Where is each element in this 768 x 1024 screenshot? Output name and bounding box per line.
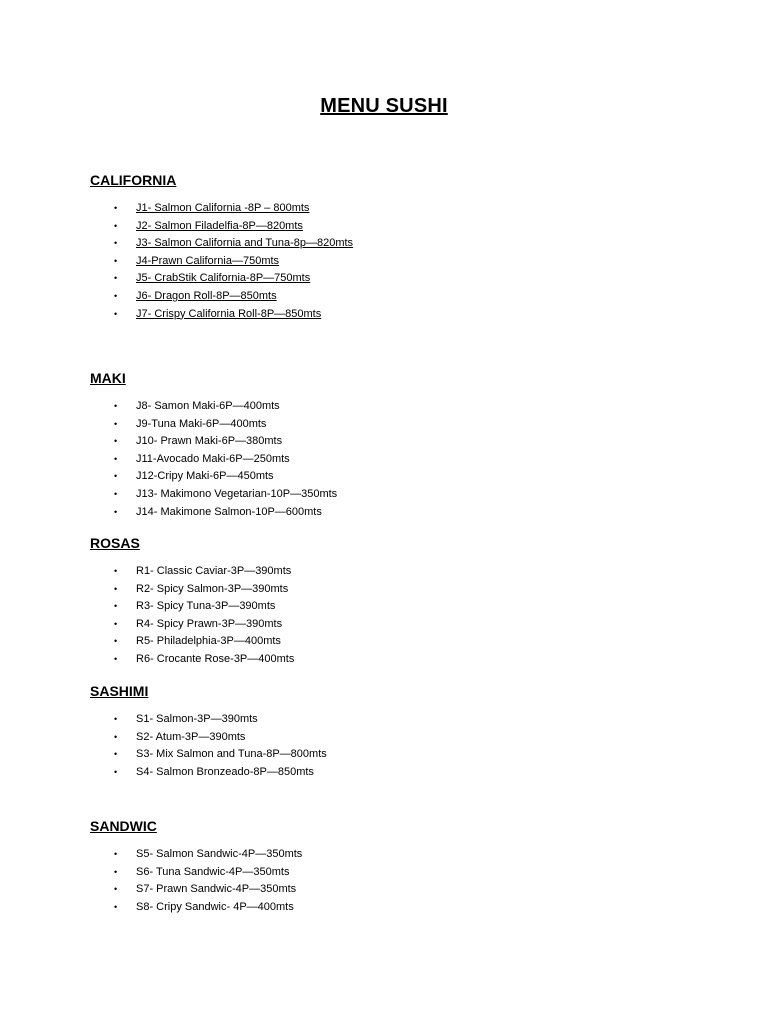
menu-item xyxy=(90,651,690,669)
section-california xyxy=(90,170,690,323)
menu-list xyxy=(90,200,690,323)
section-sandwic xyxy=(90,816,690,916)
menu-item-text: J10- Prawn Maki-6P—380mts xyxy=(136,435,283,448)
bullet-icon: • xyxy=(114,255,118,266)
menu-item-text: S7- Prawn Sandwic-4P—350mts xyxy=(136,883,297,896)
bullet-icon: • xyxy=(114,601,118,612)
bullet-icon: • xyxy=(114,884,118,895)
bullet-icon: • xyxy=(114,749,118,760)
menu-item xyxy=(90,253,690,271)
menu-item xyxy=(90,881,690,899)
menu-item-text: S5- Salmon Sandwic-4P—350mts xyxy=(136,848,303,860)
menu-item xyxy=(90,846,690,864)
menu-item xyxy=(90,633,690,651)
bullet-icon: • xyxy=(114,273,118,284)
menu-item-text: J14- Makimone Salmon-10P—600mts xyxy=(136,505,322,518)
menu-item xyxy=(90,616,690,634)
menu-item-text: J7- Crispy California Roll-8P—850mts xyxy=(136,307,322,320)
bullet-icon: • xyxy=(114,731,118,742)
bullet-icon: • xyxy=(114,488,118,499)
menu-list xyxy=(90,563,690,669)
bullet-icon: • xyxy=(114,901,118,912)
bullet-icon: • xyxy=(114,583,118,594)
menu-item-text: J9-Tuna Maki-6P—400mts xyxy=(136,417,267,430)
bullet-icon: • xyxy=(114,618,118,629)
menu-item-text: J6- Dragon Roll-8P—850mts xyxy=(136,289,277,302)
bullet-icon: • xyxy=(114,866,118,877)
section-heading: CALIFORNIA xyxy=(90,172,177,188)
menu-item xyxy=(90,398,690,416)
menu-item-text: J11-Avocado Maki-6P—250mts xyxy=(136,452,290,465)
bullet-icon: • xyxy=(114,636,118,647)
menu-list xyxy=(90,711,690,781)
bullet-icon: • xyxy=(114,401,118,411)
menu-list xyxy=(90,846,690,916)
menu-item xyxy=(90,764,690,782)
menu-item-text: S3- Mix Salmon and Tuna-8P—800mts xyxy=(136,748,327,761)
menu-item-text: R2- Spicy Salmon-3P—390mts xyxy=(136,582,289,595)
menu-item-text: J13- Makimono Vegetarian-10P—350mts xyxy=(136,487,338,500)
menu-item xyxy=(90,899,690,917)
menu-item xyxy=(90,563,690,581)
section-heading: MAKI xyxy=(90,370,126,386)
menu-item xyxy=(90,468,690,486)
bullet-icon: • xyxy=(114,714,118,724)
menu-item-text: S4- Salmon Bronzeado-8P—850mts xyxy=(136,765,314,778)
menu-item xyxy=(90,598,690,616)
bullet-icon: • xyxy=(114,220,118,231)
menu-item-text: S8- Cripy Sandwic- 4P—400mts xyxy=(136,900,294,913)
section-heading: ROSAS xyxy=(90,535,140,551)
bullet-icon: • xyxy=(114,436,118,447)
menu-item xyxy=(90,235,690,253)
menu-item-text: R4- Spicy Prawn-3P—390mts xyxy=(136,617,283,630)
menu-item xyxy=(90,433,690,451)
bullet-icon: • xyxy=(114,566,118,576)
menu-item xyxy=(90,729,690,747)
menu-list xyxy=(90,398,690,521)
bullet-icon: • xyxy=(114,203,118,213)
menu-item xyxy=(90,864,690,882)
menu-item-text: J3- Salmon California and Tuna-8p—820mts xyxy=(136,237,354,250)
menu-item-text: S6- Tuna Sandwic-4P—350mts xyxy=(136,865,290,878)
section-heading: SANDWIC xyxy=(90,818,157,834)
bullet-icon: • xyxy=(114,290,118,301)
menu-item-text: R5- Philadelphia-3P—400mts xyxy=(136,635,281,648)
menu-item xyxy=(90,416,690,434)
section-rosas xyxy=(90,533,690,669)
menu-item-text: S2- Atum-3P—390mts xyxy=(136,730,246,743)
menu-item-text: J5- CrabStik California-8P—750mts xyxy=(136,272,311,285)
bullet-icon: • xyxy=(114,471,118,482)
bullet-icon: • xyxy=(114,653,118,664)
menu-item xyxy=(90,288,690,306)
menu-item xyxy=(90,486,690,504)
section-maki xyxy=(90,368,690,521)
menu-item-text: J2- Salmon Filadelfia-8P—820mts xyxy=(136,219,303,232)
menu-item-text: R3- Spicy Tuna-3P—390mts xyxy=(136,600,276,613)
bullet-icon: • xyxy=(114,238,118,249)
bullet-icon: • xyxy=(114,453,118,464)
section-sashimi xyxy=(90,681,690,781)
bullet-icon: • xyxy=(114,849,118,859)
menu-item-text: S1- Salmon-3P—390mts xyxy=(136,713,258,725)
menu-item xyxy=(90,200,690,218)
menu-item xyxy=(90,306,690,324)
menu-item-text: J4-Prawn California—750mts xyxy=(136,254,280,267)
bullet-icon: • xyxy=(114,418,118,429)
page-title: MENU SUSHI xyxy=(320,95,448,117)
menu-item xyxy=(90,451,690,469)
menu-item-text: J8- Samon Maki-6P—400mts xyxy=(136,400,280,412)
menu-item-text: R6- Crocante Rose-3P—400mts xyxy=(136,652,295,665)
section-heading: SASHIMI xyxy=(90,683,149,699)
menu-item xyxy=(90,746,690,764)
menu-item xyxy=(90,504,690,522)
menu-item-text: J12-Cripy Maki-6P—450mts xyxy=(136,470,274,483)
menu-item xyxy=(90,711,690,729)
bullet-icon: • xyxy=(114,308,118,319)
menu-item xyxy=(90,218,690,236)
menu-item xyxy=(90,581,690,599)
menu-item-text: J1- Salmon California -8P – 800mts xyxy=(136,202,310,214)
bullet-icon: • xyxy=(114,506,118,517)
bullet-icon: • xyxy=(114,766,118,777)
menu-item-text: R1- Classic Caviar-3P—390mts xyxy=(136,565,292,577)
menu-item xyxy=(90,270,690,288)
